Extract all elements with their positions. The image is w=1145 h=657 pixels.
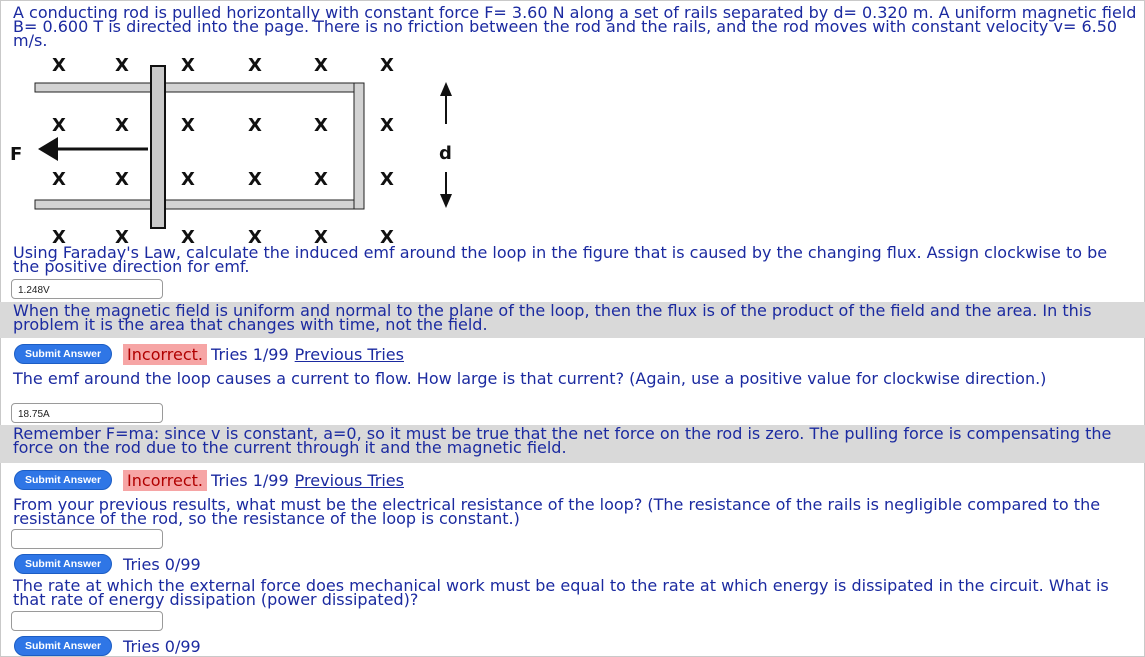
status-badge: Incorrect. xyxy=(123,470,207,491)
tries-count: Tries 1/99 xyxy=(211,344,289,364)
answer-input-2[interactable]: 18.75A xyxy=(11,403,163,423)
field-x-mark: X xyxy=(181,115,195,136)
field-x-mark: X xyxy=(380,115,394,136)
conducting-rod xyxy=(151,66,165,228)
separation-label: d xyxy=(439,143,452,164)
tries-count: Tries 0/99 xyxy=(123,636,201,656)
question-3: From your previous results, what must be the electrical resistance of the loop? (The resistance of the rails is negligible compared to the resistance of the rod, so the resistance of the loop is constant.) xyxy=(13,495,1101,528)
field-x-mark: X xyxy=(248,227,262,248)
previous-tries-link[interactable]: Previous Tries xyxy=(294,344,404,364)
field-x-mark: X xyxy=(314,55,328,76)
submit-row-1 xyxy=(14,343,404,365)
end-connector xyxy=(354,83,364,209)
submit-row-4 xyxy=(14,635,207,657)
tries-count: Tries 0/99 xyxy=(123,554,201,574)
field-x-mark: X xyxy=(380,169,394,190)
previous-tries-link[interactable]: Previous Tries xyxy=(294,470,404,490)
submit-row-2 xyxy=(14,469,404,491)
submit-answer-button[interactable]: Submit Answer xyxy=(14,470,112,490)
top-rail xyxy=(35,83,360,92)
answer-input-3[interactable] xyxy=(11,529,163,549)
field-x-mark: X xyxy=(248,55,262,76)
field-x-mark: X xyxy=(314,227,328,248)
arrow-up-icon xyxy=(440,82,452,96)
arrow-down-icon xyxy=(440,194,452,208)
field-x-mark: X xyxy=(181,227,195,248)
rod-rails-figure xyxy=(0,44,470,249)
figure-svg xyxy=(0,44,470,249)
bottom-rail xyxy=(35,200,360,209)
problem-intro: A conducting rod is pulled horizontally with constant force F= 3.60 N along a set of rails separated by d= 0.320 m. A uniform magnetic field B= 0.600 T is directed into the page. There is no friction between the rod and the rails, and the rod moves with constant velocity v= 6.50 m/s. xyxy=(13,3,1137,50)
submit-answer-button[interactable]: Submit Answer xyxy=(14,344,112,364)
field-x-mark: X xyxy=(181,55,195,76)
field-x-mark: X xyxy=(115,227,129,248)
field-x-mark: X xyxy=(52,115,66,136)
field-x-mark: X xyxy=(115,115,129,136)
question-1: Using Faraday's Law, calculate the induced emf around the loop in the figure that is caused by the changing flux. Assign clockwise to be the positive direction for emf. xyxy=(13,243,1108,276)
field-x-mark: X xyxy=(248,169,262,190)
field-x-mark: X xyxy=(52,169,66,190)
field-x-mark: X xyxy=(248,115,262,136)
field-x-mark: X xyxy=(52,227,66,248)
submit-answer-button[interactable]: Submit Answer xyxy=(14,554,112,574)
field-x-mark: X xyxy=(115,55,129,76)
hint-1: When the magnetic field is uniform and normal to the plane of the loop, then the flux is of the product of the field and the area. In this problem it is the area that changes with time, not the field. xyxy=(0,302,1145,338)
submit-row-3 xyxy=(14,553,207,575)
question-4: The rate at which the external force does mechanical work must be equal to the rate at which energy is dissipated in the circuit. What is that rate of energy dissipation (power dissipated)? xyxy=(13,576,1109,609)
field-x-mark: X xyxy=(380,55,394,76)
field-x-mark: X xyxy=(52,55,66,76)
force-label: F xyxy=(10,144,23,165)
answer-input-1[interactable]: 1.248V xyxy=(11,279,163,299)
field-x-mark: X xyxy=(115,169,129,190)
hint-2: Remember F=ma: since v is constant, a=0, so it must be true that the net force on the rod is zero. The pulling force is compensating the force on the rod due to the current through it and the magnetic field. xyxy=(0,425,1145,463)
field-x-mark: X xyxy=(380,227,394,248)
question-2: The emf around the loop causes a current to flow. How large is that current? (Again, use a positive value for clockwise direction.) xyxy=(13,369,1047,388)
answer-input-4[interactable] xyxy=(11,611,163,631)
field-x-mark: X xyxy=(314,169,328,190)
status-badge: Incorrect. xyxy=(123,344,207,365)
field-x-mark: X xyxy=(181,169,195,190)
submit-answer-button[interactable]: Submit Answer xyxy=(14,636,112,656)
field-x-mark: X xyxy=(314,115,328,136)
tries-count: Tries 1/99 xyxy=(211,470,289,490)
force-arrowhead-icon xyxy=(38,137,58,161)
